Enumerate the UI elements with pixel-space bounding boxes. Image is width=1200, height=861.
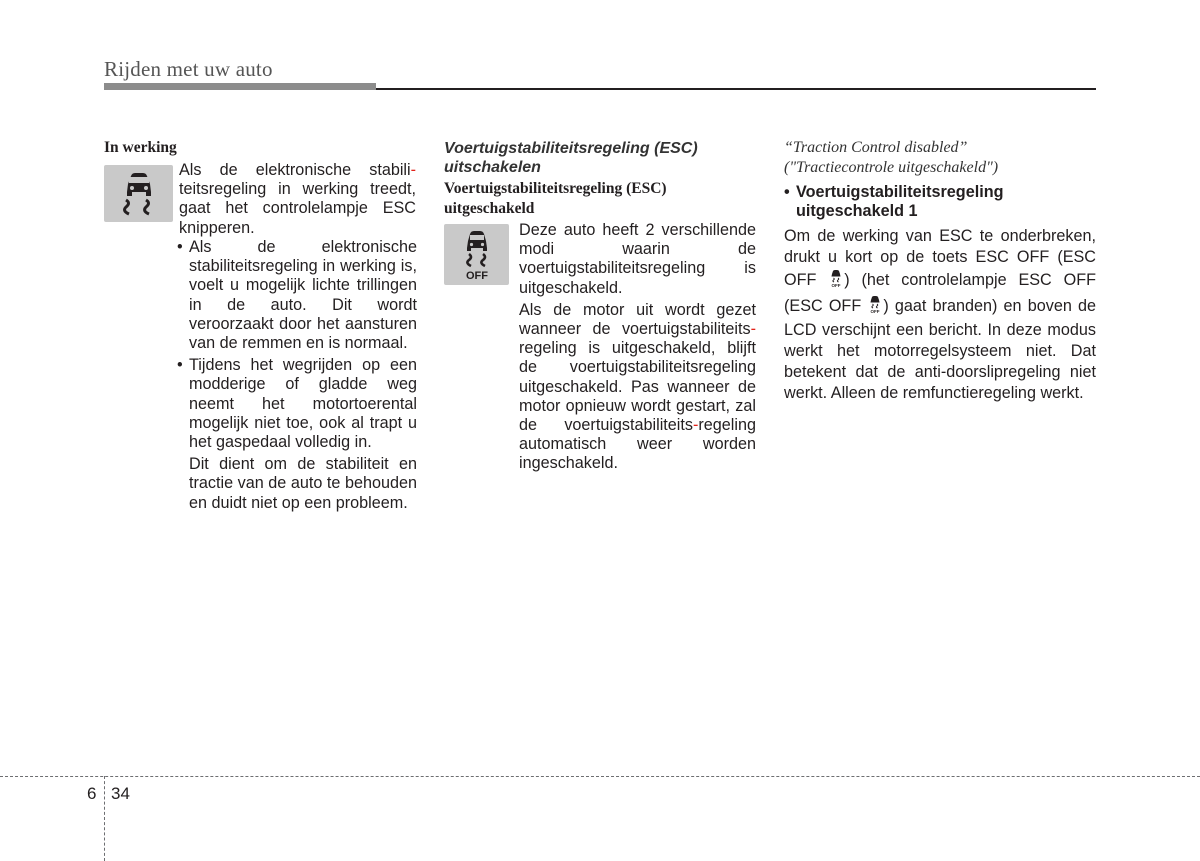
esc-paragraph-2-a: Als de motor uit wordt gezet wanneer de voertuigstabiliteits [519,300,756,339]
in-werking-bullets [177,238,417,513]
intro-hyphen: - [410,161,416,179]
esc-paragraph-2-c: regeling automatisch weer worden ingeschakeld. [519,416,756,473]
page-number: 34 [111,784,130,803]
esc-paragraph-2 [519,301,756,474]
bullet-text: Tijdens het wegrijden op een modderige of gladde weg neemt het motortoerental mogelijk niet toe, ook al trapt u het gaspedaal volledig in. [189,356,417,452]
esc-paragraph-2-b: regeling is uitgeschakeld, blijft de voertuigstabiliteitsregeling uitgeschakeld. Pas wanneer de motor opnieuw wordt gestart, zal de voertuigstabiliteits [519,339,756,435]
esc-off-mode-1-body [784,226,1096,404]
mini-off-label: OFF [831,283,841,288]
bullet-dot: • [177,238,183,256]
bullet-text: Als de elektronische stabiliteitsregeling in werking is, voelt u mogelijk lichte trillingen in de auto. Dit wordt veroorzaakt door het aansturen van de remmen en is normaal. [189,238,417,353]
esc-indicator-icon [104,165,173,222]
header-rule-thin [376,88,1096,90]
mini-off-label: OFF [870,309,880,314]
bullet-title-line2: uitgeschakeld 1 [796,202,918,221]
intro-text-a: Als de elektronische stabili [179,161,411,179]
esc-uitschakelen-heading: Voertuigstabiliteitsregeling (ESC) uitschakelen [444,140,698,176]
bullet-followup-text: Dit dient om de stabiliteit en tractie van de auto te behouden en duidt niet op een probleem. [189,455,417,512]
bullet-title-line1: Voertuigstabiliteitsregeling [796,183,1004,201]
esc-hyphen: - [750,320,756,339]
esc-uitgeschakeld-subheading: Voertuigstabiliteitsregeling (ESC) uitgeschakeld [444,180,667,217]
header-rule-thick [104,83,376,90]
footer-dashed-rule [0,776,1200,777]
list-item [784,183,1099,221]
intro-text-b: teitsregeling in werking treedt, gaat het controlelampje ESC knipperen. [179,180,416,237]
list-item [177,356,417,452]
traction-heading-line1: “Traction Control disabled” [784,139,968,156]
esc-off-indicator-small-icon [867,294,883,320]
chapter-number: 6 [87,784,97,803]
esc-off-mode-1-title [784,183,1099,221]
bullet-dot: • [177,356,183,375]
esc-off-button-icon [828,268,844,294]
bullet-dot: • [784,183,790,201]
footer-dashed-divider [104,776,105,861]
esc-off-indicator-icon [444,224,509,285]
mode1-text-b: ) (het controlelampje ESC OFF (ESC OFF [784,271,1096,315]
list-item [177,238,417,353]
traction-heading-line2: ("Tractiecontrole uitgeschakeld") [784,159,999,176]
esc-uitgeschakeld-body [519,221,756,474]
page-header-title: Rijden met uw auto [104,57,273,81]
mode1-text-c: ) gaat branden) en boven de LCD verschijnt een bericht. In deze modus werkt het motorregelsysteem niet. Dat betekent dat de anti-doorslipregeling niet werkt. Alleen de remfunctieregeling werkt. [784,297,1096,402]
esc-off-icon-label: OFF [466,270,488,282]
esc-hyphen: - [693,416,699,435]
mode1-text-a: Om de werking van ESC te onderbreken, drukt u kort op de toets ESC OFF (ESC OFF [784,227,1096,289]
in-werking-intro [179,161,416,238]
esc-paragraph-1: Deze auto heeft 2 verschillende modi waarin de voertuigstabiliteitsregeling is uitgeschakeld. [519,221,756,297]
in-werking-heading: In werking [104,139,177,156]
